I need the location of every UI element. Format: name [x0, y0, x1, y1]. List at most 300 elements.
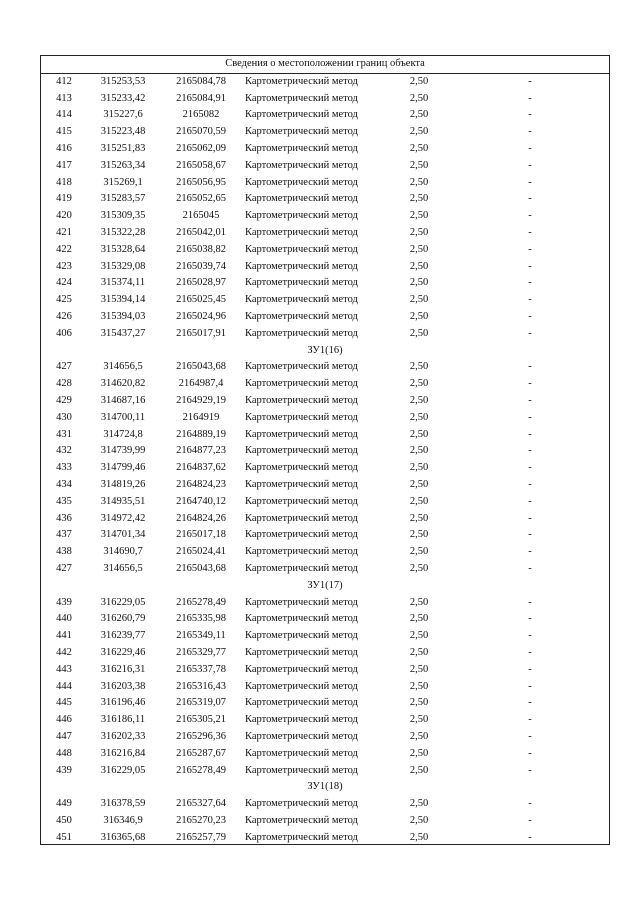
accuracy-cell: 2,50: [409, 75, 429, 87]
x-coordinate-cell: 316202,33: [100, 731, 146, 742]
accuracy-cell: 2,50: [409, 747, 429, 759]
method-cell: Картометрический метод: [245, 126, 358, 138]
accuracy-cell: 2,50: [409, 227, 429, 238]
y-coordinate-cell: 2164929,19: [176, 395, 226, 406]
accuracy-cell: 2,50: [409, 798, 429, 810]
description-cell: -: [528, 714, 532, 726]
method-cell: Картометрический метод: [245, 630, 358, 642]
description-cell: -: [528, 277, 532, 289]
x-coordinate-cell: 315251,83: [100, 143, 146, 154]
table-row: [41, 91, 609, 108]
description-cell: -: [528, 764, 532, 776]
y-coordinate-cell: 2165039,74: [176, 260, 226, 272]
accuracy-cell: 2,50: [409, 596, 429, 608]
accuracy-cell: 2,50: [409, 495, 429, 507]
description-cell: -: [528, 243, 532, 255]
y-coordinate-cell: 2165305,21: [176, 714, 226, 726]
accuracy-cell: 2,50: [409, 361, 429, 373]
description-cell: -: [528, 445, 532, 457]
description-cell: -: [528, 815, 532, 826]
y-coordinate-cell: 2165329,77: [176, 647, 226, 658]
accuracy-cell: 2,50: [409, 378, 429, 390]
method-cell: Картометрический метод: [245, 210, 358, 222]
description-cell: -: [528, 630, 532, 642]
method-cell: Картометрический метод: [245, 311, 358, 322]
y-coordinate-cell: 2165056,95: [176, 176, 226, 188]
description-cell: -: [528, 361, 532, 373]
section-label: ЗУ1(18): [307, 781, 343, 793]
x-coordinate-cell: 316186,11: [100, 714, 146, 726]
table-header-title: Сведения о местоположении границ объекта: [41, 56, 609, 74]
method-cell: Картометрический метод: [245, 764, 358, 776]
method-cell: Картометрический метод: [245, 731, 358, 742]
description-cell: -: [528, 428, 532, 440]
table-row: [41, 679, 609, 696]
y-coordinate-cell: 2165257,79: [176, 831, 226, 843]
y-coordinate-cell: 2165070,59: [176, 126, 226, 138]
x-coordinate-cell: 314687,16: [100, 395, 146, 406]
method-cell: Картометрический метод: [245, 546, 358, 558]
y-coordinate-cell: 2164824,23: [176, 479, 226, 490]
x-coordinate-cell: 316229,05: [100, 764, 146, 776]
description-cell: -: [528, 159, 532, 171]
table-row: [41, 527, 609, 544]
point-number-cell: 423: [56, 260, 72, 272]
point-number-cell: 440: [56, 613, 72, 625]
x-coordinate-cell: 314690,7: [103, 546, 143, 558]
table-row: [41, 309, 609, 326]
description-cell: -: [528, 327, 532, 339]
point-number-cell: 425: [56, 294, 72, 306]
table-row: [41, 813, 609, 830]
table-row: [41, 443, 609, 460]
y-coordinate-cell: 2165316,43: [176, 680, 226, 692]
method-cell: Картометрический метод: [245, 613, 358, 625]
point-number-cell: 450: [56, 815, 72, 826]
method-cell: Картометрический метод: [245, 495, 358, 507]
y-coordinate-cell: 2165278,49: [176, 764, 226, 776]
x-coordinate-cell: 315233,42: [100, 92, 146, 104]
method-cell: Картометрический метод: [245, 92, 358, 104]
x-coordinate-cell: 314972,42: [100, 512, 146, 524]
table-row: [41, 729, 609, 746]
method-cell: Картометрический метод: [245, 109, 358, 121]
accuracy-cell: 2,50: [409, 479, 429, 490]
point-number-cell: 426: [56, 311, 72, 322]
y-coordinate-cell: 2165017,18: [176, 529, 226, 541]
x-coordinate-cell: 315394,14: [100, 294, 146, 306]
y-coordinate-cell: 2165082: [182, 109, 220, 121]
point-number-cell: 442: [56, 647, 72, 658]
description-cell: -: [528, 126, 532, 138]
accuracy-cell: 2,50: [409, 731, 429, 742]
accuracy-cell: 2,50: [409, 428, 429, 440]
y-coordinate-cell: 2164987,4: [178, 378, 224, 390]
method-cell: Картометрический метод: [245, 159, 358, 171]
y-coordinate-cell: 2164837,62: [176, 462, 226, 474]
point-number-cell: 417: [56, 159, 72, 171]
point-number-cell: 414: [56, 109, 72, 121]
x-coordinate-cell: 316196,46: [100, 697, 146, 709]
point-number-cell: 448: [56, 747, 72, 759]
description-cell: -: [528, 697, 532, 709]
point-number-cell: 428: [56, 378, 72, 390]
table-row: [41, 74, 609, 91]
accuracy-cell: 2,50: [409, 327, 429, 339]
table-row: [41, 259, 609, 276]
x-coordinate-cell: 315263,34: [100, 159, 146, 171]
point-number-cell: 427: [56, 563, 72, 574]
y-coordinate-cell: 2164919: [182, 411, 220, 423]
x-coordinate-cell: 315328,64: [100, 243, 146, 255]
accuracy-cell: 2,50: [409, 613, 429, 625]
point-number-cell: 424: [56, 277, 72, 289]
y-coordinate-cell: 2164824,26: [176, 512, 226, 524]
y-coordinate-cell: 2165287,67: [176, 747, 226, 759]
method-cell: Картометрический метод: [245, 428, 358, 440]
method-cell: Картометрический метод: [245, 714, 358, 726]
y-coordinate-cell: 2165017,91: [176, 327, 226, 339]
method-cell: Картометрический метод: [245, 327, 358, 339]
table-row: [41, 124, 609, 141]
table-row: [41, 544, 609, 561]
x-coordinate-cell: 316203,38: [100, 680, 146, 692]
x-coordinate-cell: 314819,26: [100, 479, 146, 490]
method-cell: Картометрический метод: [245, 395, 358, 406]
point-number-cell: 433: [56, 462, 72, 474]
table-row: [41, 561, 609, 578]
x-coordinate-cell: 314739,99: [100, 445, 146, 457]
accuracy-cell: 2,50: [409, 647, 429, 658]
description-cell: -: [528, 747, 532, 759]
table-row: [41, 427, 609, 444]
method-cell: Картометрический метод: [245, 663, 358, 675]
y-coordinate-cell: 2165278,49: [176, 596, 226, 608]
description-cell: -: [528, 227, 532, 238]
method-cell: Картометрический метод: [245, 176, 358, 188]
x-coordinate-cell: 316216,84: [100, 747, 146, 759]
point-number-cell: 416: [56, 143, 72, 154]
table-row: [41, 158, 609, 175]
accuracy-cell: 2,50: [409, 311, 429, 322]
method-cell: Картометрический метод: [245, 512, 358, 524]
table-row: [41, 460, 609, 477]
table-row: [41, 376, 609, 393]
description-cell: -: [528, 596, 532, 608]
table-row: [41, 359, 609, 376]
method-cell: Картометрический метод: [245, 277, 358, 289]
method-cell: Картометрический метод: [245, 831, 358, 843]
table-row: [41, 611, 609, 628]
y-coordinate-cell: 2165045: [182, 210, 220, 222]
accuracy-cell: 2,50: [409, 529, 429, 541]
table-row: [41, 494, 609, 511]
accuracy-cell: 2,50: [409, 126, 429, 138]
table-row: [41, 208, 609, 225]
y-coordinate-cell: 2165058,67: [176, 159, 226, 171]
point-number-cell: 412: [56, 75, 72, 87]
point-number-cell: 420: [56, 210, 72, 222]
table-row: [41, 796, 609, 813]
method-cell: Картометрический метод: [245, 680, 358, 692]
point-number-cell: 406: [56, 327, 72, 339]
x-coordinate-cell: 316229,05: [100, 596, 146, 608]
description-cell: -: [528, 529, 532, 541]
description-cell: -: [528, 647, 532, 658]
description-cell: -: [528, 210, 532, 222]
accuracy-cell: 2,50: [409, 159, 429, 171]
table-row: [41, 225, 609, 242]
method-cell: Картометрический метод: [245, 815, 358, 826]
table-row: [41, 511, 609, 528]
y-coordinate-cell: 2165349,11: [176, 630, 226, 642]
accuracy-cell: 2,50: [409, 630, 429, 642]
accuracy-cell: 2,50: [409, 663, 429, 675]
description-cell: -: [528, 831, 532, 843]
method-cell: Картометрический метод: [245, 647, 358, 658]
method-cell: Картометрический метод: [245, 479, 358, 490]
table-row: [41, 628, 609, 645]
table-row: [41, 292, 609, 309]
y-coordinate-cell: 2165052,65: [176, 193, 226, 205]
method-cell: Картометрический метод: [245, 227, 358, 238]
method-cell: Картометрический метод: [245, 596, 358, 608]
method-cell: Картометрический метод: [245, 378, 358, 390]
description-cell: -: [528, 495, 532, 507]
y-coordinate-cell: 2165042,01: [176, 227, 226, 238]
y-coordinate-cell: 2165270,23: [176, 815, 226, 826]
point-number-cell: 435: [56, 495, 72, 507]
x-coordinate-cell: 314620,82: [100, 378, 146, 390]
point-number-cell: 439: [56, 764, 72, 776]
accuracy-cell: 2,50: [409, 277, 429, 289]
document-table: [40, 55, 610, 845]
x-coordinate-cell: 314935,51: [100, 495, 146, 507]
point-number-cell: 443: [56, 663, 72, 675]
accuracy-cell: 2,50: [409, 680, 429, 692]
table-row: [41, 410, 609, 427]
accuracy-cell: 2,50: [409, 411, 429, 423]
x-coordinate-cell: 316229,46: [100, 647, 146, 658]
y-coordinate-cell: 2165319,07: [176, 697, 226, 709]
description-cell: -: [528, 75, 532, 87]
description-cell: -: [528, 479, 532, 490]
x-coordinate-cell: 314724,8: [103, 428, 143, 440]
accuracy-cell: 2,50: [409, 546, 429, 558]
table-row: [41, 191, 609, 208]
x-coordinate-cell: 315394,03: [100, 311, 146, 322]
description-cell: -: [528, 563, 532, 574]
accuracy-cell: 2,50: [409, 462, 429, 474]
table-row: [41, 662, 609, 679]
y-coordinate-cell: 2165327,64: [176, 798, 226, 810]
point-number-cell: 444: [56, 680, 72, 692]
x-coordinate-cell: 315309,35: [100, 210, 146, 222]
description-cell: -: [528, 411, 532, 423]
accuracy-cell: 2,50: [409, 697, 429, 709]
point-number-cell: 441: [56, 630, 72, 642]
point-number-cell: 418: [56, 176, 72, 188]
method-cell: Картометрический метод: [245, 294, 358, 306]
x-coordinate-cell: 314656,5: [103, 563, 143, 574]
table-row: [41, 477, 609, 494]
x-coordinate-cell: 316216,31: [100, 663, 146, 675]
x-coordinate-cell: 315253,53: [100, 75, 146, 87]
description-cell: -: [528, 260, 532, 272]
table-row: [41, 645, 609, 662]
y-coordinate-cell: 2165335,98: [176, 613, 226, 625]
x-coordinate-cell: 316346,9: [103, 815, 143, 826]
method-cell: Картометрический метод: [245, 747, 358, 759]
x-coordinate-cell: 316260,79: [100, 613, 146, 625]
y-coordinate-cell: 2165028,97: [176, 277, 226, 289]
accuracy-cell: 2,50: [409, 143, 429, 154]
table-row: [41, 695, 609, 712]
method-cell: Картометрический метод: [245, 75, 358, 87]
x-coordinate-cell: 316365,68: [100, 831, 146, 843]
table-row: [41, 141, 609, 158]
x-coordinate-cell: 314656,5: [103, 361, 143, 373]
x-coordinate-cell: 314701,34: [100, 529, 146, 541]
description-cell: -: [528, 294, 532, 306]
point-number-cell: 413: [56, 92, 72, 104]
point-number-cell: 422: [56, 243, 72, 255]
accuracy-cell: 2,50: [409, 815, 429, 826]
y-coordinate-cell: 2165043,68: [176, 563, 226, 574]
y-coordinate-cell: 2165025,45: [176, 294, 226, 306]
table-row: [41, 763, 609, 780]
x-coordinate-cell: 315269,1: [103, 176, 143, 188]
accuracy-cell: 2,50: [409, 445, 429, 457]
x-coordinate-cell: 314700,11: [100, 411, 146, 423]
point-number-cell: 445: [56, 697, 72, 709]
description-cell: -: [528, 109, 532, 121]
method-cell: Картометрический метод: [245, 798, 358, 810]
x-coordinate-cell: 315283,57: [100, 193, 146, 205]
method-cell: Картометрический метод: [245, 143, 358, 154]
table-row: [41, 393, 609, 410]
description-cell: -: [528, 395, 532, 406]
y-coordinate-cell: 2164740,12: [176, 495, 226, 507]
section-label: ЗУ1(17): [307, 579, 343, 591]
method-cell: Картометрический метод: [245, 361, 358, 373]
description-cell: -: [528, 731, 532, 742]
y-coordinate-cell: 2165062,09: [176, 143, 226, 154]
point-number-cell: 436: [56, 512, 72, 524]
section-label: ЗУ1(16): [307, 344, 343, 356]
x-coordinate-cell: 315374,11: [100, 277, 146, 289]
y-coordinate-cell: 2165043,68: [176, 361, 226, 373]
description-cell: -: [528, 143, 532, 154]
point-number-cell: 432: [56, 445, 72, 457]
method-cell: Картометрический метод: [245, 243, 358, 255]
description-cell: -: [528, 546, 532, 558]
accuracy-cell: 2,50: [409, 563, 429, 574]
accuracy-cell: 2,50: [409, 176, 429, 188]
point-number-cell: 431: [56, 428, 72, 440]
accuracy-cell: 2,50: [409, 831, 429, 843]
description-cell: -: [528, 613, 532, 625]
point-number-cell: 427: [56, 361, 72, 373]
y-coordinate-cell: 2165337,78: [176, 663, 226, 675]
accuracy-cell: 2,50: [409, 193, 429, 205]
method-cell: Картометрический метод: [245, 445, 358, 457]
x-coordinate-cell: 315227,6: [103, 109, 143, 121]
x-coordinate-cell: 315223,48: [100, 126, 146, 138]
description-cell: -: [528, 680, 532, 692]
accuracy-cell: 2,50: [409, 764, 429, 776]
method-cell: Картометрический метод: [245, 411, 358, 423]
description-cell: -: [528, 378, 532, 390]
method-cell: Картометрический метод: [245, 697, 358, 709]
method-cell: Картометрический метод: [245, 193, 358, 205]
table-row: [41, 175, 609, 192]
table-row: [41, 830, 609, 847]
y-coordinate-cell: 2165296,36: [176, 731, 226, 742]
y-coordinate-cell: 2165024,96: [176, 311, 226, 322]
y-coordinate-cell: 2164877,23: [176, 445, 226, 457]
table-row: [41, 746, 609, 763]
description-cell: -: [528, 462, 532, 474]
point-number-cell: 419: [56, 193, 72, 205]
point-number-cell: 449: [56, 798, 72, 810]
x-coordinate-cell: 314799,46: [100, 462, 146, 474]
description-cell: -: [528, 176, 532, 188]
x-coordinate-cell: 315437,27: [100, 327, 146, 339]
accuracy-cell: 2,50: [409, 109, 429, 121]
point-number-cell: 439: [56, 596, 72, 608]
table-row: [41, 107, 609, 124]
x-coordinate-cell: 315329,08: [100, 260, 146, 272]
point-number-cell: 430: [56, 411, 72, 423]
table-row: [41, 326, 609, 343]
table-row: [41, 275, 609, 292]
method-cell: Картометрический метод: [245, 529, 358, 541]
y-coordinate-cell: 2165084,78: [176, 75, 226, 87]
table-row: [41, 242, 609, 259]
point-number-cell: 447: [56, 731, 72, 742]
point-number-cell: 437: [56, 529, 72, 541]
y-coordinate-cell: 2165024,41: [176, 546, 226, 558]
x-coordinate-cell: 315322,28: [100, 227, 146, 238]
table-row: [41, 712, 609, 729]
point-number-cell: 421: [56, 227, 72, 238]
y-coordinate-cell: 2164889,19: [176, 428, 226, 440]
y-coordinate-cell: 2165038,82: [176, 243, 226, 255]
accuracy-cell: 2,50: [409, 714, 429, 726]
x-coordinate-cell: 316239,77: [100, 630, 146, 642]
point-number-cell: 446: [56, 714, 72, 726]
point-number-cell: 434: [56, 479, 72, 490]
description-cell: -: [528, 512, 532, 524]
description-cell: -: [528, 311, 532, 322]
accuracy-cell: 2,50: [409, 210, 429, 222]
accuracy-cell: 2,50: [409, 395, 429, 406]
description-cell: -: [528, 798, 532, 810]
accuracy-cell: 2,50: [409, 243, 429, 255]
accuracy-cell: 2,50: [409, 294, 429, 306]
x-coordinate-cell: 316378,59: [100, 798, 146, 810]
point-number-cell: 438: [56, 546, 72, 558]
method-cell: Картометрический метод: [245, 260, 358, 272]
table-row: [41, 595, 609, 612]
point-number-cell: 451: [56, 831, 72, 843]
method-cell: Картометрический метод: [245, 462, 358, 474]
y-coordinate-cell: 2165084,91: [176, 92, 226, 104]
method-cell: Картометрический метод: [245, 563, 358, 574]
point-number-cell: 429: [56, 395, 72, 406]
point-number-cell: 415: [56, 126, 72, 138]
